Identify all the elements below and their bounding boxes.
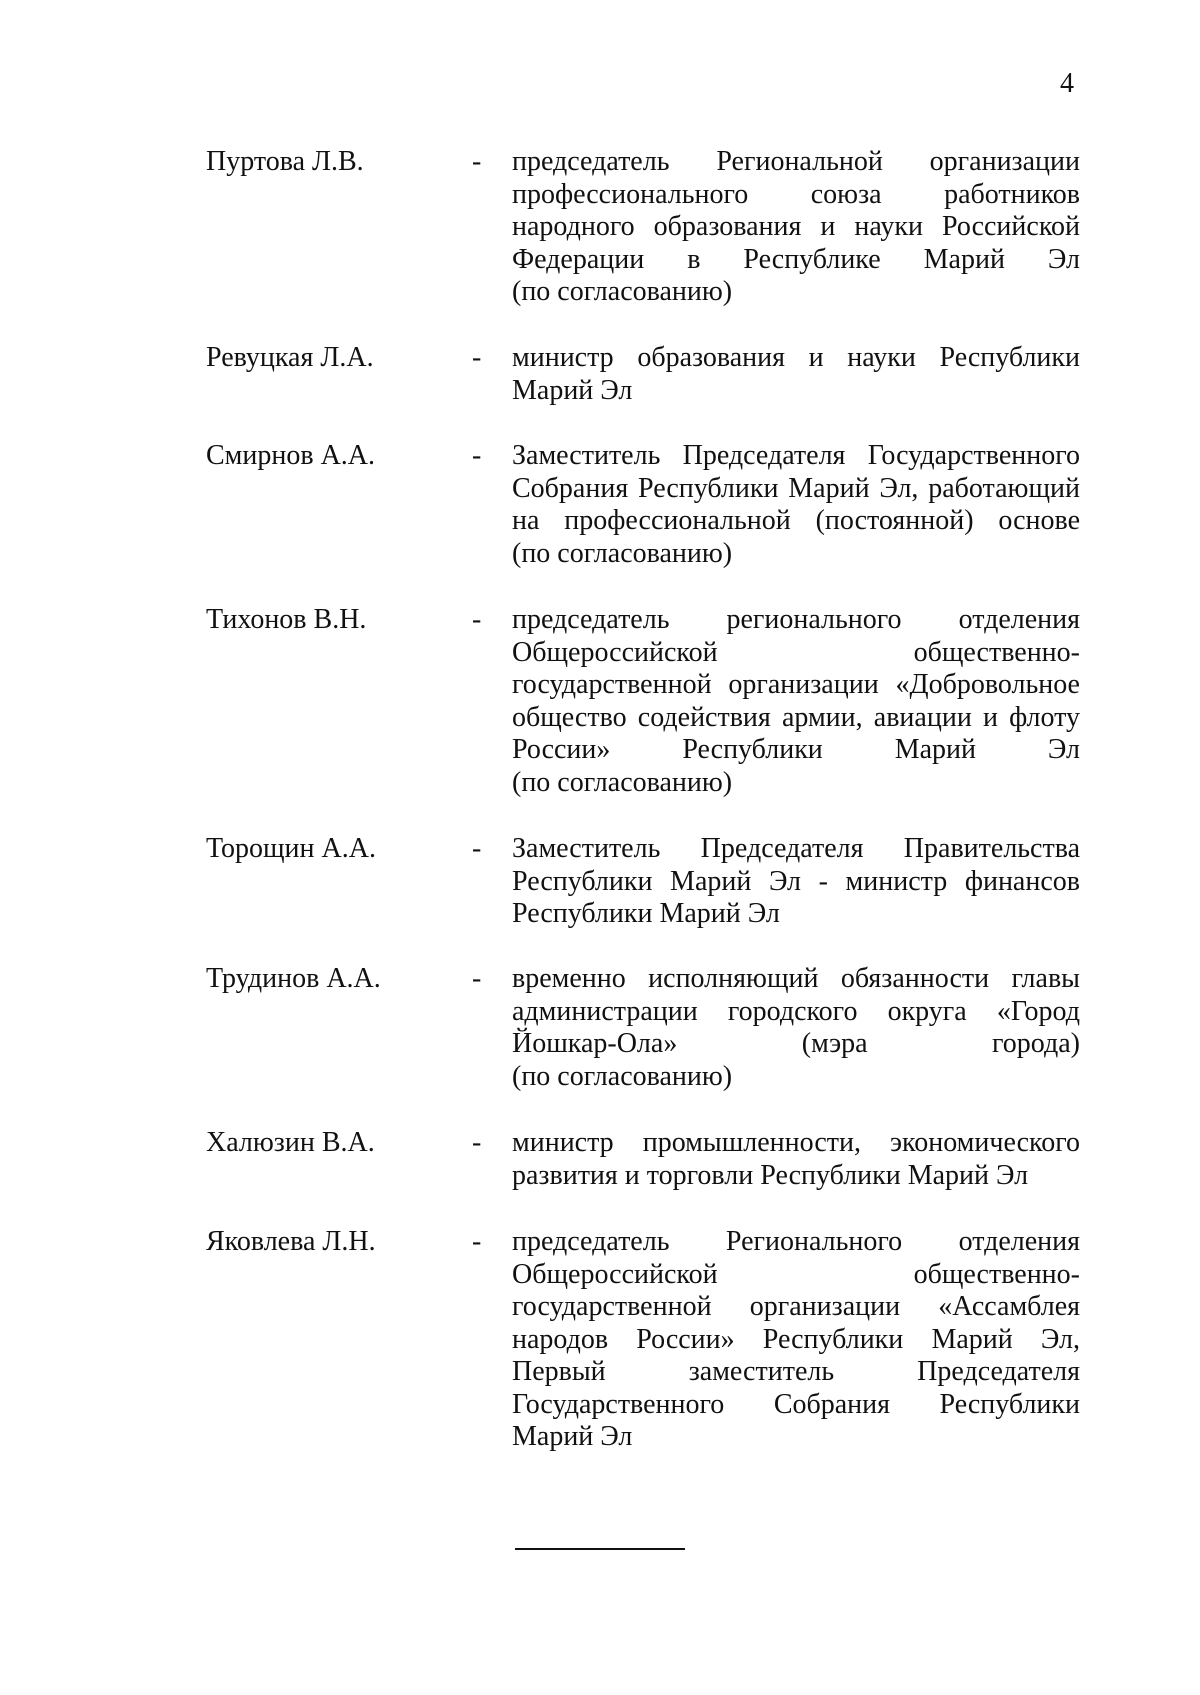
position-line: (по согласованию)	[512, 766, 733, 798]
position-line: (по согласованию)	[512, 276, 733, 307]
position-line: Собрания Республики Марий Эл, работающий	[512, 472, 1080, 504]
position-line: Республики Марий Эл - министр финансов	[512, 865, 1080, 897]
position-line: развития и торговли Республики Марий Эл	[512, 1159, 1029, 1191]
position-line: государственной организации «Добровольное	[512, 669, 1080, 700]
entry-dash: -	[472, 963, 482, 994]
position-line: временно исполняющий обязанности главы	[512, 963, 1080, 994]
member-name: Смирнов А.А.	[206, 440, 376, 471]
entry-dash: -	[472, 604, 482, 635]
position-line: государственной организации «Ассамблея	[512, 1291, 1080, 1322]
position-line: Заместитель Председателя Государственного	[512, 440, 1080, 471]
position-line: народного образования и науки Российской	[512, 211, 1080, 242]
position-line: Общероссийской общественно-	[512, 636, 1080, 668]
entry-dash: -	[472, 1226, 482, 1257]
position-line: (по согласованию)	[512, 1060, 733, 1092]
position-line: Федерации в Республике Марий Эл	[512, 243, 1080, 275]
member-position	[512, 1127, 1080, 1192]
entry-dash: -	[472, 1127, 482, 1158]
position-line: председатель регионального отделения	[512, 604, 1080, 635]
member-position	[512, 604, 1080, 799]
position-line: Государственного Собрания Республики	[512, 1388, 1080, 1420]
position-line: администрации городского округа «Город	[512, 995, 1080, 1027]
member-position	[512, 833, 1080, 931]
entry-dash: -	[472, 440, 482, 471]
position-line: России» Республики Марий Эл	[512, 734, 1080, 765]
member-name: Трудинов А.А.	[206, 963, 381, 994]
member-name: Пуртова Л.В.	[206, 146, 364, 177]
position-line: профессионального союза работников	[512, 178, 1080, 210]
member-name: Халюзин В.А.	[206, 1127, 375, 1158]
position-line: Республики Марий Эл	[512, 898, 780, 929]
position-line: председатель Регионального отделения	[512, 1226, 1080, 1257]
position-line: Марий Эл	[512, 374, 633, 406]
member-name: Яковлева Л.Н.	[206, 1226, 376, 1257]
position-line: министр образования и науки Республики	[512, 342, 1080, 373]
position-line: Общероссийской общественно-	[512, 1258, 1080, 1290]
position-line: Первый заместитель Председателя	[512, 1356, 1080, 1387]
page-number: 4	[1060, 68, 1074, 99]
member-name: Тихонов В.Н.	[206, 604, 367, 635]
member-position	[512, 342, 1080, 407]
position-line: министр промышленности, экономического	[512, 1127, 1080, 1158]
member-position	[512, 440, 1080, 570]
entry-dash: -	[472, 146, 482, 177]
closing-rule	[515, 1548, 685, 1550]
position-line: Заместитель Председателя Правительства	[512, 833, 1080, 864]
position-line: Марий Эл	[512, 1421, 633, 1452]
position-line: народов России» Республики Марий Эл,	[512, 1323, 1080, 1355]
entry-dash: -	[472, 833, 482, 864]
position-line: (по согласованию)	[512, 537, 733, 569]
member-position	[512, 146, 1080, 309]
member-position	[512, 963, 1080, 1093]
member-name: Торощин А.А.	[206, 833, 376, 864]
position-line: на профессиональной (постоянной) основе	[512, 505, 1080, 536]
member-position	[512, 1226, 1080, 1454]
position-line: председатель Региональной организации	[512, 146, 1080, 177]
entry-dash: -	[472, 342, 482, 373]
member-name: Ревуцкая Л.А.	[206, 342, 374, 373]
position-line: общество содействия армии, авиации и флоту	[512, 701, 1080, 733]
position-line: Йошкар-Ола» (мэра города)	[512, 1028, 1080, 1059]
